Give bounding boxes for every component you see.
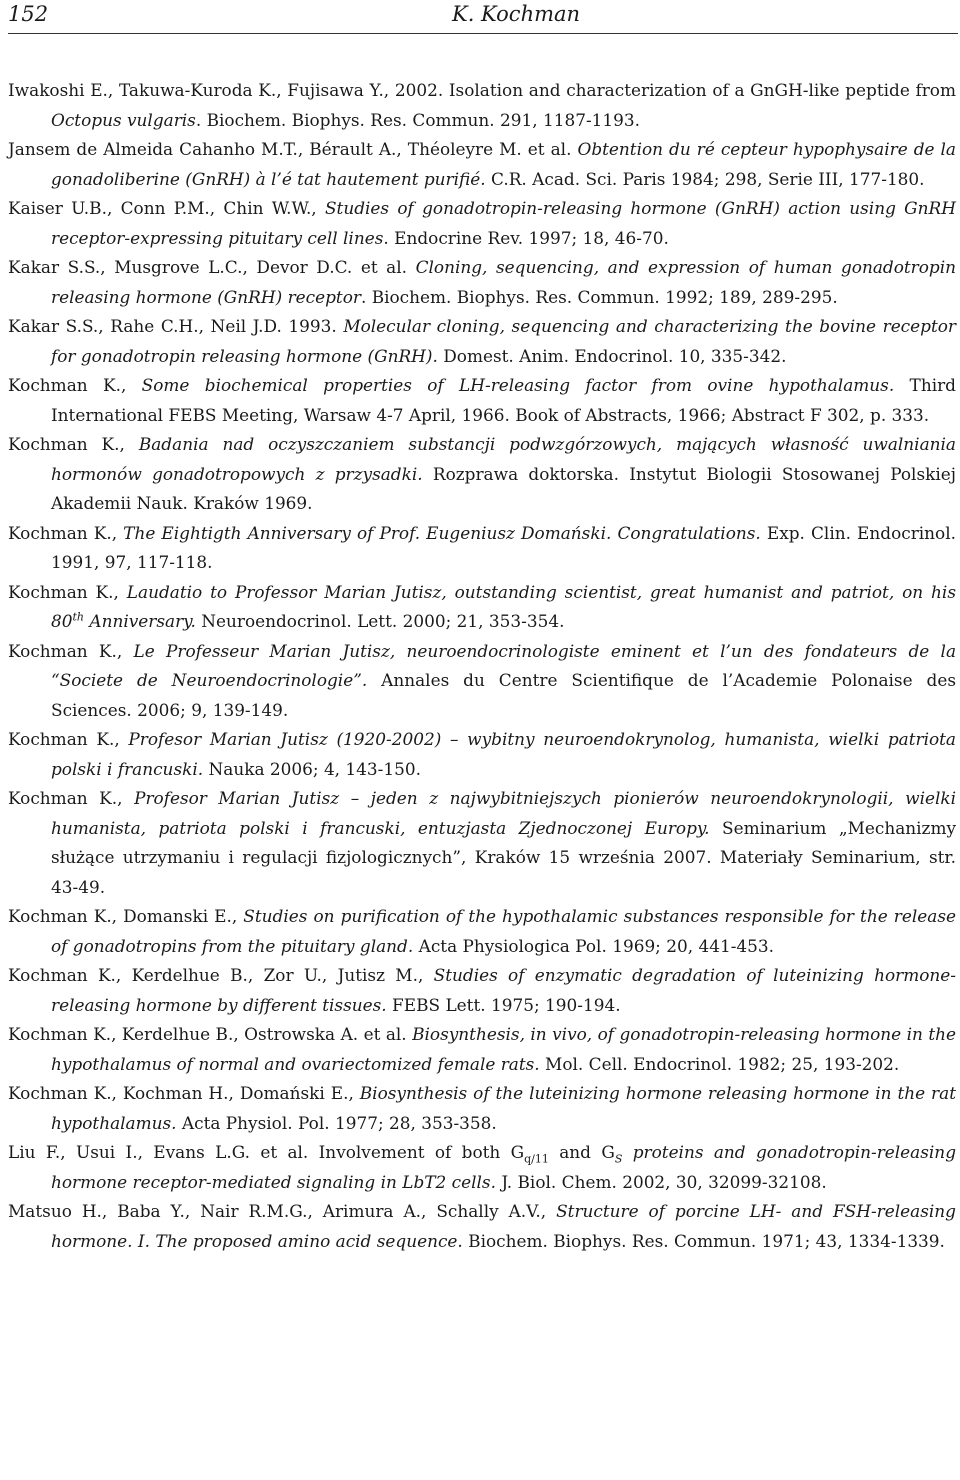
reference-item: Kochman K., The Eightigth Anniversary of Prof. Eugeniusz Domański. Congratulations. Exp. Clin. Endocrinol. 1991, 97, 117-118. bbox=[8, 522, 957, 572]
reference-item: Kochman K., Profesor Marian Jutisz – jeden z najwybitniejszych pionierów neuroendokrynologii, wielki humanista, patriota polski i francuski, entuzjasta Zjednoczonej Europy. Seminarium „Mechanizmy służące utrzymaniu i regulacji fizjologicznych”, Kraków 15 września 2007. Materiały Seminarium, str. 43-49. bbox=[8, 788, 957, 897]
reference-item: Kakar S.S., Rahe C.H., Neil J.D. 1993. Molecular cloning, sequencing and characterizing the bovine receptor for gonadotropin releasing hormone (GnRH). Domest. Anim. Endocrinol. 10, 335-342. bbox=[8, 316, 956, 366]
reference-item: Kochman K., Badania nad oczyszczaniem substancji podwzgórzowych, mających własność uwalniania hormonów gonadotropowych z przysadki. Rozprawa doktorska. Instytut Biologii Stosowanej Polskiej Akademii Nauk. Kraków 1969. bbox=[8, 434, 956, 513]
reference-item: Kochman K., Kochman H., Domański E., Biosynthesis of the luteinizing hormone releasing hormone in the rat hypothalamus. Acta Physiol. Pol. 1977; 28, 353-358. bbox=[8, 1083, 956, 1133]
reference-item: Kochman K., Domanski E., Studies on purification of the hypothalamic substances responsible for the release of gonadotropins from the pituitary gland. Acta Physiologica Pol. 1969; 20, 441-453. bbox=[8, 906, 956, 956]
reference-item: Kakar S.S., Musgrove L.C., Devor D.C. et al. Cloning, sequencing, and expression of human gonadotropin releasing hormone (GnRH) receptor. Biochem. Biophys. Res. Commun. 1992; 189, 289-295. bbox=[8, 257, 957, 307]
reference-item: Kaiser U.B., Conn P.M., Chin W.W., Studies of gonadotropin-releasing hormone (GnRH) action using GnRH receptor-expressing pituitary cell lines. Endocrine Rev. 1997; 18, 46-70. bbox=[8, 198, 956, 248]
reference-item: Kochman K., Profesor Marian Jutisz (1920-2002) – wybitny neuroendokrynolog, humanista, wielki patriota polski i francuski. Nauka 2006; 4, 143-150. bbox=[8, 729, 956, 779]
reference-item: Kochman K., Laudatio to Professor Marian Jutisz, outstanding scientist, great humanist and patriot, on his 80th Anniversary. Neuroendocrinol. Lett. 2000; 21, 353-354. bbox=[8, 581, 957, 631]
reference-item: Matsuo H., Baba Y., Nair R.M.G., Arimura A., Schally A.V., Structure of porcine LH- and FSH-releasing hormone. I. The proposed amino acid sequence. Biochem. Biophys. Res. Commun. 1971; 43, 1334-1339. bbox=[8, 1201, 956, 1251]
reference-item: Iwakoshi E., Takuwa-Kuroda K., Fujisawa Y., 2002. Isolation and characterization of a GnGH-like peptide from Octopus vulgaris. Biochem. Biophys. Res. Commun. 291, 1187-1193. bbox=[8, 80, 956, 130]
reference-item: Kochman K., Kerdelhue B., Ostrowska A. et al. Biosynthesis, in vivo, of gonadotropin-releasing hormone in the hypothalamus of normal and ovariectomized female rats. Mol. Cell. Endocrinol. 1982; 25, 193-202. bbox=[8, 1024, 956, 1074]
reference-item: Jansem de Almeida Cahanho M.T., Bérault A., Théoleyre M. et al. Obtention du ré cepteur hypophysaire de la gonadoliberine (GnRH) à l’é tat hautement purifié. C.R. Acad. Sci. Paris 1984; 298, Serie III, 177-180. bbox=[8, 139, 956, 189]
reference-item: Kochman K., Kerdelhue B., Zor U., Jutisz M., Studies of enzymatic degradation of luteinizing hormone-releasing hormone by different tissues. FEBS Lett. 1975; 190-194. bbox=[8, 965, 956, 1015]
page-number: 152 bbox=[8, 2, 49, 26]
reference-item: Liu F., Usui I., Evans L.G. et al. Involvement of both $G_{q/11}$ and $G_S$ proteins and gonadotropin-releasing hormone receptor-mediated signaling in LbT2 cells. J. Biol. Chem. 2002, 30, 32099-32108. bbox=[8, 1142, 956, 1192]
running-head bbox=[8, 0, 958, 34]
reference-item: Kochman K., Le Professeur Marian Jutisz, neuroendocrinologiste eminent et l’un des fondateurs de la “Societe de Neuroendocrinologie”. Annales du Centre Scientifique de l’Academie Polonaise des Sciences. 2006; 9, 139-149. bbox=[8, 640, 957, 720]
running-title: K. Kochman bbox=[452, 2, 581, 26]
reference-item: Kochman K., Some biochemical properties of LH-releasing factor from ovine hypothalamus. Third International FEBS Meeting, Warsaw 4-7 April, 1966. Book of Abstracts, 1966; Abstract F 302, p. 333. bbox=[8, 375, 956, 425]
reference-list bbox=[8, 76, 956, 1256]
